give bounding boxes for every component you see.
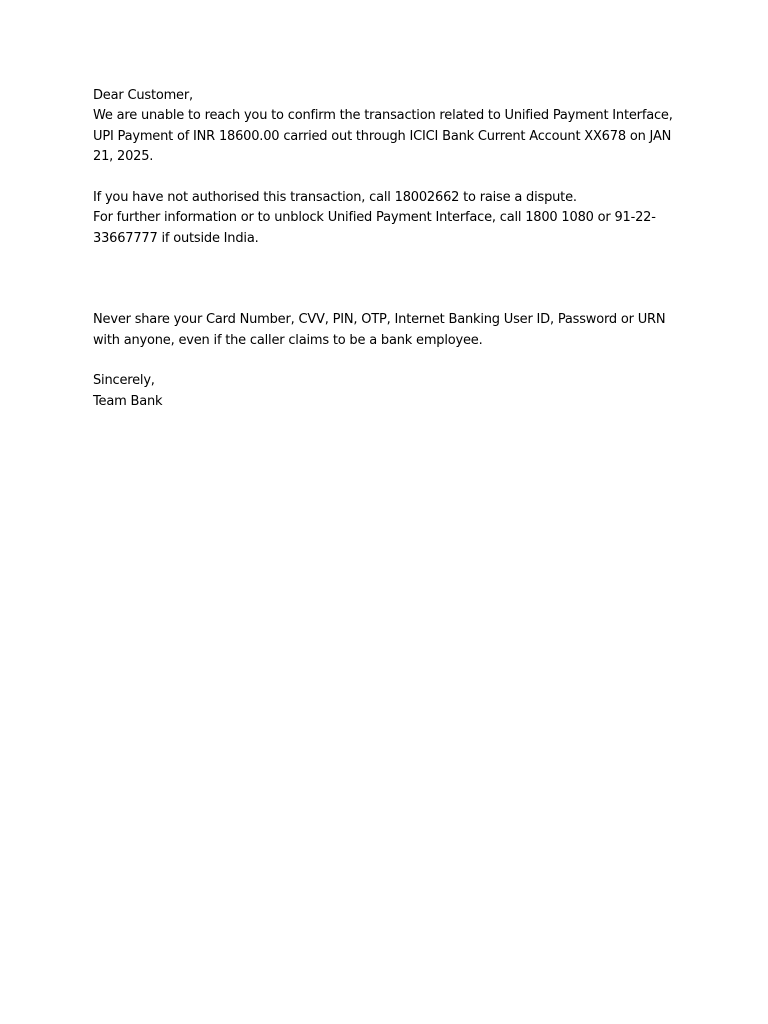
dispute-paragraph — [93, 188, 683, 249]
paragraph-line: Never share your Card Number, CVV, PIN, OTP, Internet Banking User ID, Password or URN — [93, 312, 666, 328]
paragraph-line: For further information or to unblock Unified Payment Interface, call 1800 1080 or 91-22- — [93, 210, 656, 226]
paragraph-spacer — [93, 249, 683, 310]
letter-body — [93, 86, 683, 412]
security-warning-paragraph — [93, 310, 683, 351]
paragraph-line: If you have not authorised this transaction, call 18002662 to raise a dispute. — [93, 189, 577, 205]
paragraph-spacer — [93, 168, 683, 188]
paragraph-line: We are unable to reach you to confirm the transaction related to Unified Payment Interface, — [93, 108, 673, 124]
paragraph-line: 21, 2025. — [93, 149, 154, 165]
signature: Team Bank — [93, 393, 163, 409]
paragraph-line: with anyone, even if the caller claims to be a bank employee. — [93, 332, 483, 348]
paragraph-line: 33667777 if outside India. — [93, 230, 259, 246]
transaction-paragraph — [93, 106, 683, 167]
greeting: Dear Customer, — [93, 88, 193, 103]
paragraph-line: UPI Payment of INR 18600.00 carried out through ICICI Bank Current Account XX678 on JAN — [93, 128, 672, 144]
closing: Sincerely, — [93, 373, 155, 389]
paragraph-spacer — [93, 351, 683, 371]
